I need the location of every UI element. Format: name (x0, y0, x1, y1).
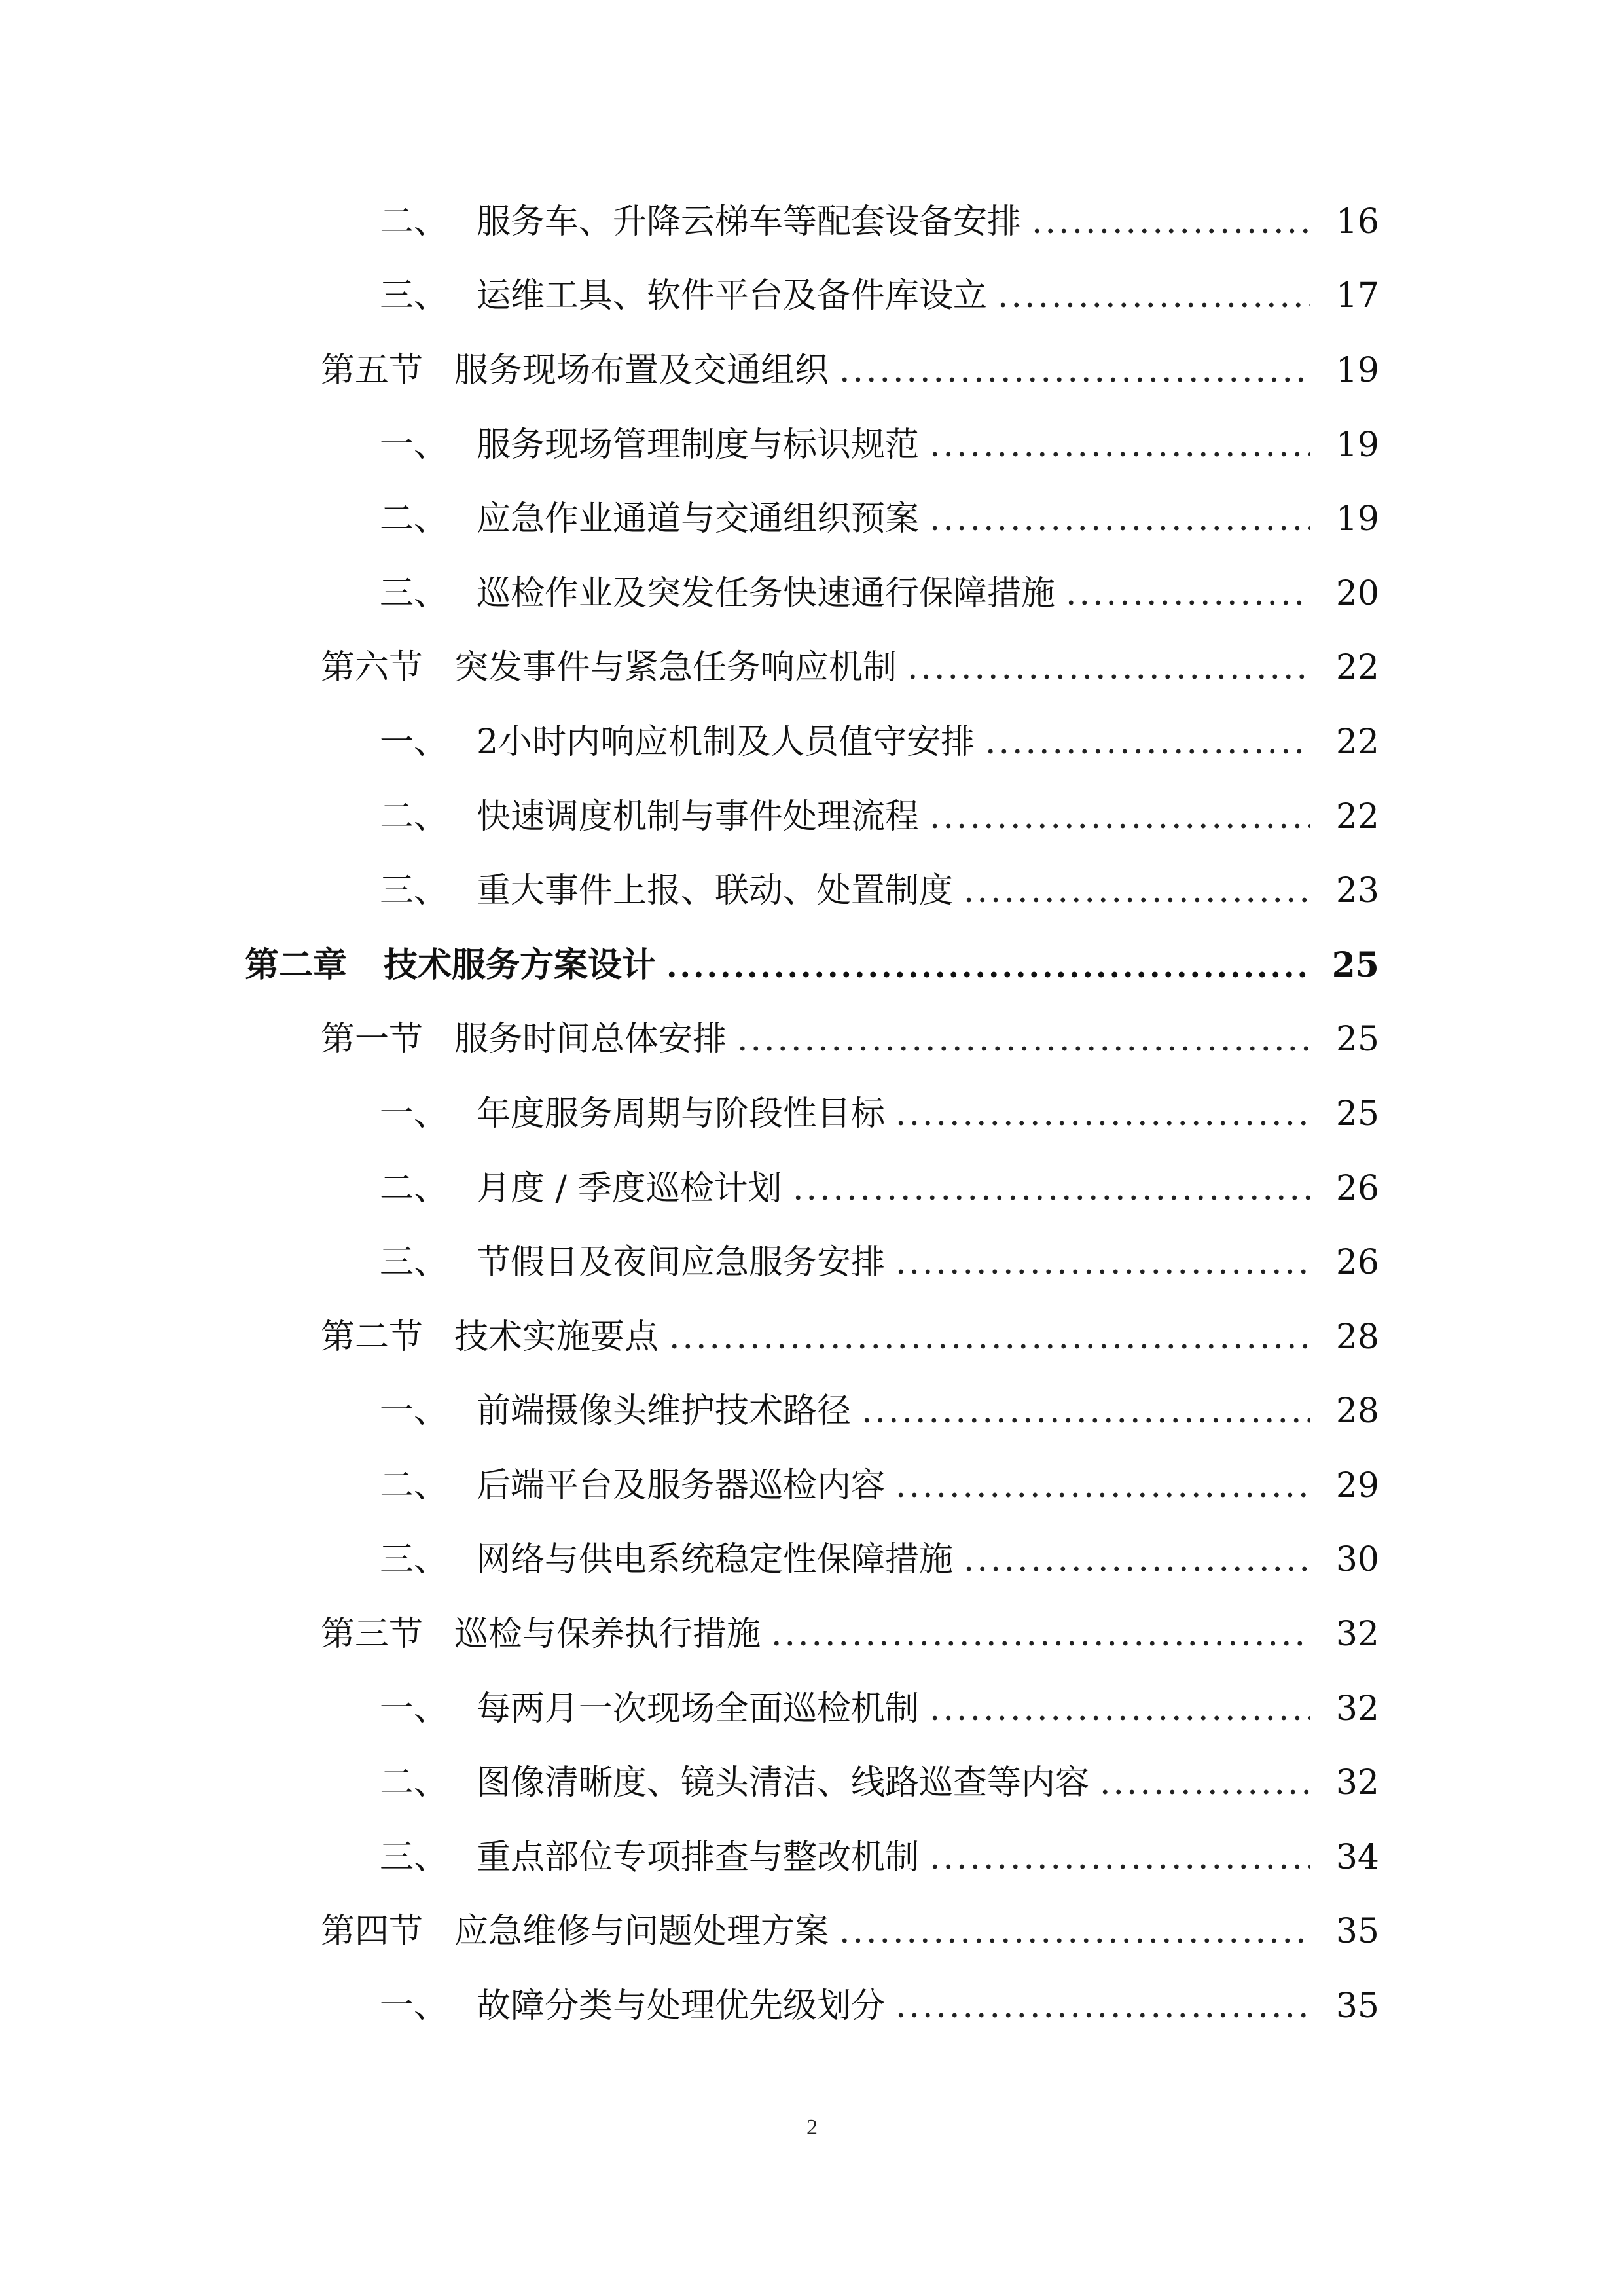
toc-entry-title: 服务时间总体安排 (454, 1020, 727, 1060)
toc-entry-page: 26 (1335, 1243, 1379, 1283)
toc-entry-number: 第五节 (321, 350, 424, 390)
toc-entry[interactable] (0, 1746, 1624, 1820)
toc-entry-title: 故障分类与处理优先级划分 (477, 1986, 886, 2026)
toc-entry-page: 16 (1335, 202, 1379, 242)
toc-entry-title: 应急作业通道与交通组织预案 (477, 499, 920, 539)
dot-leader (770, 1617, 1310, 1651)
toc-entry-title: 年度服务周期与阶段性目标 (477, 1094, 886, 1134)
toc-entry-number: 第一节 (321, 1020, 424, 1060)
toc-entry[interactable] (0, 1300, 1624, 1374)
toc-entry-number: 一、 (380, 722, 448, 762)
toc-entry-title: 服务车、升降云梯车等配套设备安排 (477, 202, 1022, 242)
toc-entry-page: 25 (1335, 1020, 1379, 1060)
dot-leader (838, 1914, 1310, 1948)
toc-entry[interactable] (0, 1448, 1624, 1523)
toc-entry-number: 第二节 (321, 1317, 424, 1357)
toc-entry[interactable] (0, 1820, 1624, 1895)
dot-leader (838, 353, 1310, 387)
dot-leader (928, 800, 1310, 834)
toc-entry[interactable] (0, 259, 1624, 334)
toc-entry-number: 三、 (380, 573, 448, 613)
toc-entry-number: 二、 (380, 797, 448, 836)
toc-entry[interactable] (0, 1151, 1624, 1226)
toc-entry[interactable] (0, 1597, 1624, 1672)
toc-entry-number: 一、 (380, 1689, 448, 1729)
dot-leader (791, 1172, 1310, 1206)
toc-entry-title: 每两月一次现场全面巡检机制 (477, 1689, 920, 1729)
toc-entry-page: 35 (1335, 1986, 1379, 2026)
toc-entry-title: 月度 / 季度巡检计划 (477, 1168, 782, 1208)
toc-entry[interactable] (0, 333, 1624, 408)
toc-entry-title: 服务现场布置及交通组织 (454, 350, 829, 390)
toc-entry-title: 巡检与保养执行措施 (454, 1615, 761, 1655)
toc-entry-page: 22 (1335, 797, 1379, 836)
toc-entry-title: 前端摄像头维护技术路径 (477, 1391, 852, 1431)
toc-entry-page: 28 (1335, 1317, 1379, 1357)
toc-entry[interactable] (0, 408, 1624, 482)
toc-entry-number: 二、 (380, 202, 448, 242)
dot-leader (894, 1469, 1310, 1503)
dot-leader (984, 725, 1310, 759)
toc-entry-title: 技术服务方案设计 (384, 944, 657, 985)
toc-entry[interactable] (0, 1225, 1624, 1300)
page-number: 2 (806, 2115, 818, 2140)
toc-entry-number: 三、 (380, 1540, 448, 1580)
toc-entry-number: 二、 (380, 1168, 448, 1208)
toc-entry-number: 第四节 (321, 1912, 424, 1952)
toc-entry-title: 运维工具、软件平台及备件库设立 (477, 276, 988, 316)
dot-leader (1098, 1766, 1310, 1800)
toc-entry-number: 第二章 (245, 944, 348, 985)
toc-entry-number: 一、 (380, 1986, 448, 2026)
toc-entry-title: 突发事件与紧急任务响应机制 (454, 648, 897, 688)
dot-leader (928, 428, 1310, 462)
toc-entry-number: 一、 (380, 425, 448, 465)
toc-entry-page: 22 (1335, 648, 1379, 688)
toc-entry-number: 二、 (380, 499, 448, 539)
toc-entry-page: 30 (1335, 1540, 1379, 1580)
toc-entry-page: 35 (1335, 1912, 1379, 1952)
toc-entry-title: 网络与供电系统稳定性保障措施 (477, 1540, 954, 1580)
dot-leader (1030, 205, 1310, 239)
dot-leader (894, 1097, 1310, 1131)
toc-entry-title: 2小时内响应机制及人员值守安排 (477, 722, 975, 762)
toc-entry[interactable] (0, 1672, 1624, 1746)
toc-entry[interactable] (0, 780, 1624, 854)
table-of-contents (0, 185, 1624, 2043)
dot-leader (928, 502, 1310, 536)
dot-leader (736, 1022, 1310, 1056)
toc-entry-page: 20 (1335, 573, 1379, 613)
toc-entry-page: 32 (1335, 1615, 1379, 1655)
dot-leader (928, 1840, 1310, 1874)
toc-entry-title: 快速调度机制与事件处理流程 (477, 797, 920, 836)
toc-entry[interactable] (0, 556, 1624, 631)
toc-entry-number: 一、 (380, 1391, 448, 1431)
toc-entry-page: 32 (1335, 1689, 1379, 1729)
toc-entry[interactable] (0, 1077, 1624, 1151)
toc-entry-number: 一、 (380, 1094, 448, 1134)
toc-entry[interactable] (0, 928, 1624, 1003)
toc-entry-number: 第六节 (321, 648, 424, 688)
toc-entry-page: 25 (1335, 1094, 1379, 1134)
dot-leader (928, 1692, 1310, 1726)
toc-entry-title: 巡检作业及突发任务快速通行保障措施 (477, 573, 1056, 613)
dot-leader (1064, 577, 1310, 611)
toc-entry[interactable] (0, 1374, 1624, 1449)
toc-entry-number: 三、 (380, 871, 448, 911)
dot-leader (894, 1989, 1310, 2023)
toc-entry[interactable] (0, 1003, 1624, 1077)
toc-entry-page: 26 (1335, 1168, 1379, 1208)
toc-entry[interactable] (0, 1895, 1624, 1969)
dot-leader (906, 651, 1310, 685)
toc-entry-number: 三、 (380, 1243, 448, 1283)
toc-entry-title: 节假日及夜间应急服务安排 (477, 1243, 886, 1283)
toc-entry-page: 17 (1335, 276, 1379, 316)
dot-leader (668, 1320, 1310, 1354)
toc-entry[interactable] (0, 482, 1624, 556)
toc-entry-page: 23 (1335, 871, 1379, 911)
dot-leader (860, 1394, 1310, 1428)
toc-entry[interactable] (0, 853, 1624, 928)
dot-leader (996, 279, 1310, 313)
toc-entry[interactable] (0, 1523, 1624, 1598)
toc-entry-number: 第三节 (321, 1615, 424, 1655)
toc-entry-title: 重大事件上报、联动、处置制度 (477, 871, 954, 911)
toc-entry-title: 服务现场管理制度与标识规范 (477, 425, 920, 465)
toc-entry[interactable] (0, 705, 1624, 780)
toc-entry-page: 34 (1335, 1837, 1379, 1877)
toc-entry-page: 29 (1335, 1465, 1379, 1505)
dot-leader (665, 948, 1310, 982)
toc-entry-title: 图像清晰度、镜头清洁、线路巡查等内容 (477, 1763, 1090, 1803)
toc-entry-page: 22 (1335, 722, 1379, 762)
dot-leader (962, 1543, 1310, 1577)
toc-entry-page: 19 (1335, 499, 1379, 539)
toc-entry-number: 二、 (380, 1763, 448, 1803)
toc-entry[interactable] (0, 631, 1624, 706)
toc-entry[interactable] (0, 1969, 1624, 2043)
toc-entry-page: 28 (1335, 1391, 1379, 1431)
toc-entry-number: 三、 (380, 276, 448, 316)
toc-entry-title: 重点部位专项排查与整改机制 (477, 1837, 920, 1877)
toc-entry-number: 二、 (380, 1465, 448, 1505)
toc-entry-page: 19 (1335, 425, 1379, 465)
toc-entry-page: 19 (1335, 350, 1379, 390)
toc-entry-title: 应急维修与问题处理方案 (454, 1912, 829, 1952)
toc-entry-number: 三、 (380, 1837, 448, 1877)
toc-entry-page: 25 (1331, 944, 1379, 985)
dot-leader (894, 1246, 1310, 1280)
toc-entry-title: 技术实施要点 (454, 1317, 659, 1357)
toc-entry-page: 32 (1335, 1763, 1379, 1803)
toc-entry-title: 后端平台及服务器巡检内容 (477, 1465, 886, 1505)
dot-leader (962, 874, 1310, 908)
toc-entry[interactable] (0, 185, 1624, 259)
